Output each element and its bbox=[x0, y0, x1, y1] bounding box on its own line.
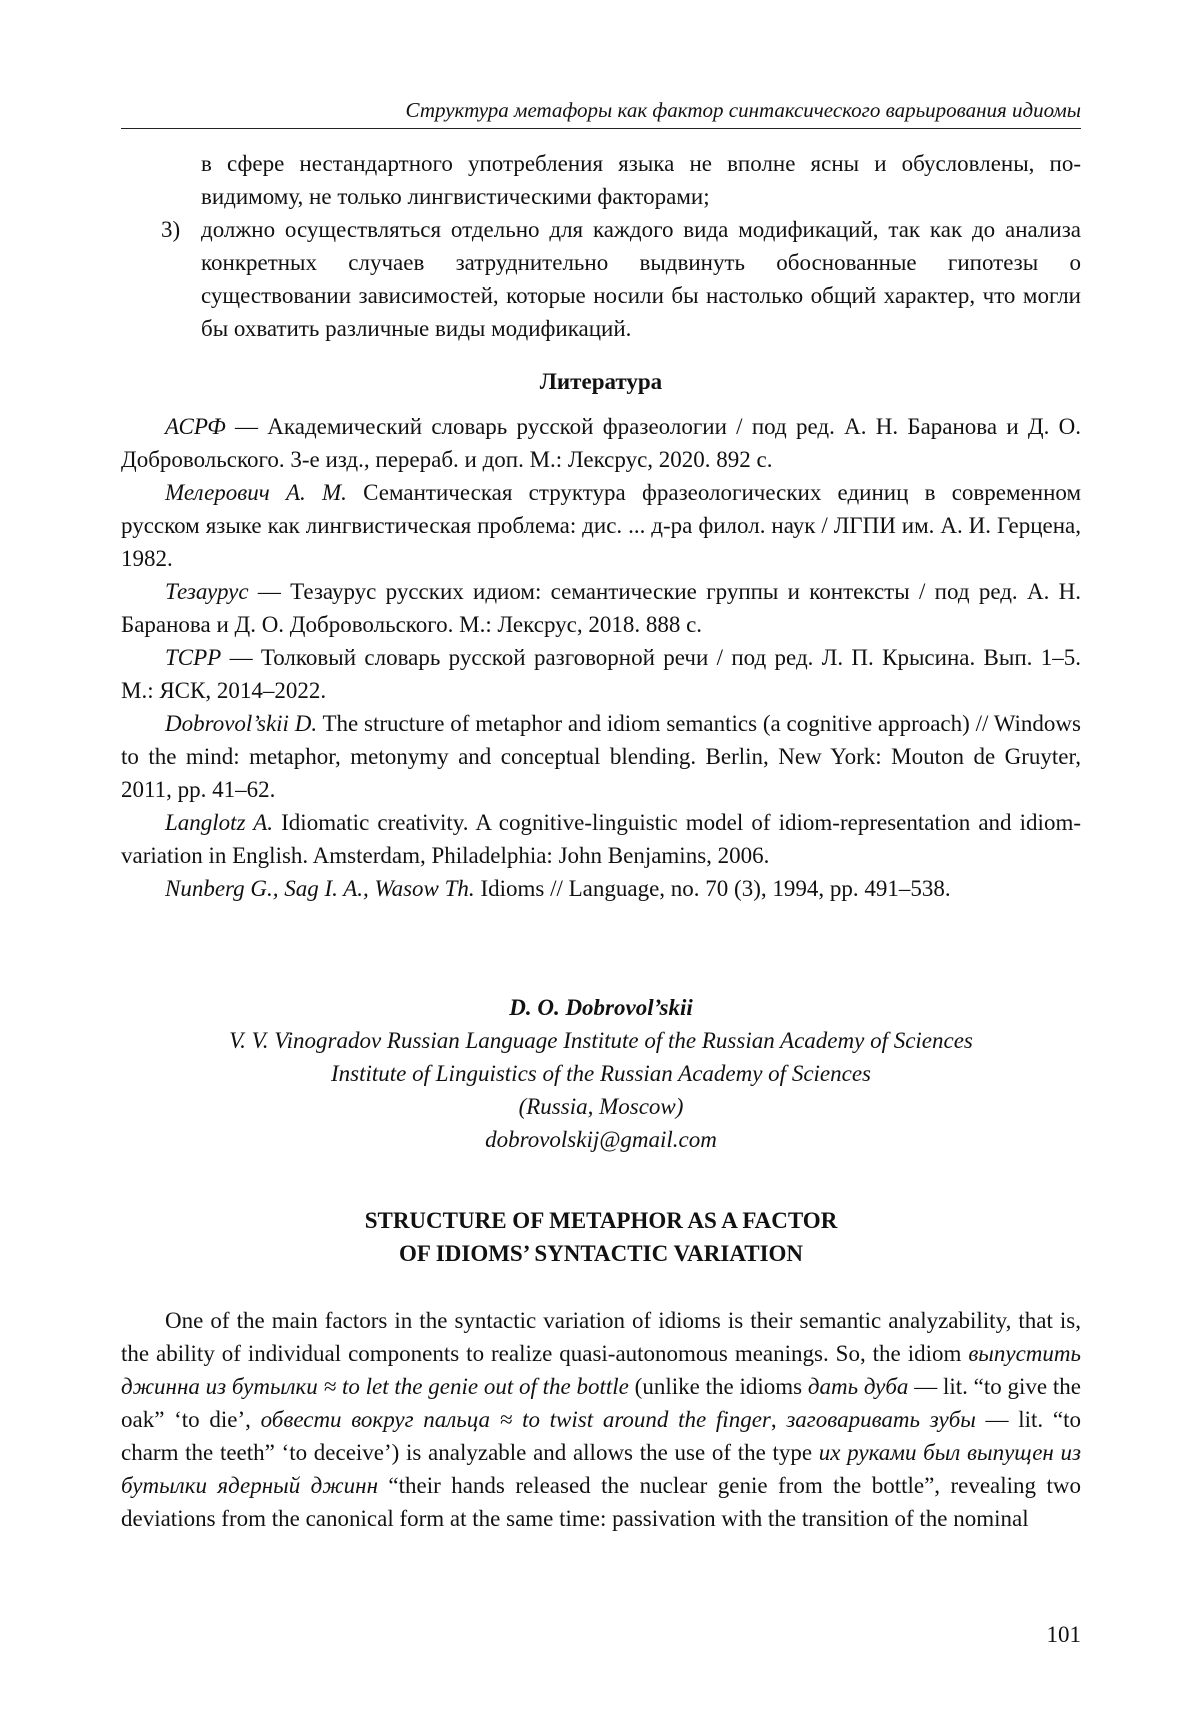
page-body bbox=[121, 96, 1081, 1535]
author-affiliation: Institute of Linguistics of the Russian Academy of Sciences bbox=[331, 1061, 871, 1086]
reference-item bbox=[121, 410, 1081, 476]
list-item bbox=[121, 213, 1081, 345]
abstract-paragraph bbox=[121, 1304, 1081, 1535]
list-item-number: 3) bbox=[161, 217, 181, 242]
reference-item bbox=[121, 575, 1081, 641]
reference-key: АСРФ bbox=[165, 414, 226, 439]
reference-text: Idioms // Language, no. 70 (3), 1994, pp. 491–538. bbox=[474, 876, 951, 901]
running-head: Структура метафоры как фактор синтаксического варьирования идиомы bbox=[121, 96, 1081, 129]
title-line: STRUCTURE OF METAPHOR AS A FACTOR bbox=[364, 1208, 838, 1233]
author-email: dobrovolskij@gmail.com bbox=[485, 1127, 717, 1152]
reference-key: Мелерович А. М. bbox=[165, 480, 347, 505]
author-location: (Russia, Moscow) bbox=[518, 1094, 684, 1119]
abstract bbox=[121, 1304, 1081, 1535]
reference-text: Семантическая структура фразеологических единиц в современном русском языке как лингвистическая проблема: дис. ... д-ра филол. наук / ЛГПИ им. А. И. Герцена, 1982. bbox=[121, 480, 1081, 571]
author-affiliation: V. V. Vinogradov Russian Language Institute of the Russian Academy of Sciences bbox=[229, 1028, 973, 1053]
reference-text: — Толковый словарь русской разговорной речи / под ред. Л. П. Крысина. Вып. 1–5. М.: ЯСК, 2014–2022. bbox=[121, 645, 1081, 703]
abstract-text: , bbox=[770, 1407, 787, 1432]
reference-key: Тезаурус bbox=[165, 579, 249, 604]
reference-item bbox=[121, 476, 1081, 575]
reference-key: Langlotz A. bbox=[165, 810, 274, 835]
reference-text: — Академический словарь русской фразеологии / под ред. А. Н. Баранова и Д. О. Добровольского. 3-е изд., перераб. и доп. М.: Лексрус, 2020. 892 с. bbox=[121, 414, 1081, 472]
author-block bbox=[121, 991, 1081, 1156]
english-title bbox=[121, 1204, 1081, 1270]
reference-key: Nunberg G., Sag I. A., Wasow Th. bbox=[165, 876, 475, 901]
reference-item bbox=[121, 806, 1081, 872]
reference-item bbox=[121, 872, 1081, 905]
abstract-example: заговаривать зубы bbox=[786, 1407, 976, 1432]
list-continuation: в сфере нестандартного употребления языка не вполне ясны и обусловлены, по-видимому, не только лингвистическими факторами; bbox=[201, 151, 1081, 209]
list-item-text: должно осуществляться отдельно для каждого вида модификаций, так как до анализа конкретных случаев затруднительно выдвинуть обоснованные гипотезы о существовании зависимостей, которые носили бы настолько общий характер, что могли бы охватить различные виды модификаций. bbox=[201, 217, 1081, 341]
references-list bbox=[121, 410, 1081, 905]
abstract-example: выпустить джинна из бутылки ≈ to let the genie out of the bottle bbox=[121, 1341, 1081, 1399]
reference-item bbox=[121, 707, 1081, 806]
reference-text: Idiomatic creativity. A cognitive-linguistic model of idiom-representation and idiom-variation in English. Amsterdam, Philadelphia: John Benjamins, 2006. bbox=[121, 810, 1081, 868]
author-name: D. O. Dobrovol’skii bbox=[509, 995, 693, 1020]
abstract-example: обвести вокруг пальца ≈ to twist around the finger bbox=[260, 1407, 771, 1432]
reference-text: The structure of metaphor and idiom semantics (a cognitive approach) // Windows to the mind: metaphor, metonymy and conceptual blending. Berlin, New York: Mouton de Gruyter, 2011, pp. 41–62. bbox=[121, 711, 1081, 802]
abstract-text: — lit. “to charm the teeth” ‘to deceive’) is analyzable and allows the use of the type bbox=[121, 1407, 1081, 1465]
abstract-text: “their hands released the nuclear genie from the bottle”, revealing two deviations from the canonical form at the same time: passivation with the transition of the nominal bbox=[121, 1473, 1081, 1531]
abstract-text: — lit. “to give the oak” ‘to die’, bbox=[121, 1374, 1081, 1432]
abstract-example: их руками был выпущен из бутылки ядерный джинн bbox=[121, 1440, 1081, 1498]
abstract-text: One of the main factors in the syntactic variation of idioms is their semantic analyzability, that is, the ability of individual components to realize quasi-autonomous meanings. So, the idiom bbox=[121, 1308, 1081, 1366]
abstract-text: (unlike the idioms bbox=[628, 1374, 808, 1399]
reference-key: ТСРР bbox=[165, 645, 222, 670]
page-number: 101 bbox=[1046, 1622, 1081, 1647]
reference-item bbox=[121, 641, 1081, 707]
references-heading: Литература bbox=[539, 369, 663, 394]
reference-key: Dobrovol’skii D. bbox=[165, 711, 318, 736]
title-line: OF IDIOMS’ SYNTACTIC VARIATION bbox=[398, 1241, 804, 1266]
abstract-example: дать дуба bbox=[807, 1374, 909, 1399]
reference-text: — Тезаурус русских идиом: семантические группы и контексты / под ред. А. Н. Баранова и Д. О. Добровольского. М.: Лексрус, 2018. 888 с. bbox=[121, 579, 1081, 637]
